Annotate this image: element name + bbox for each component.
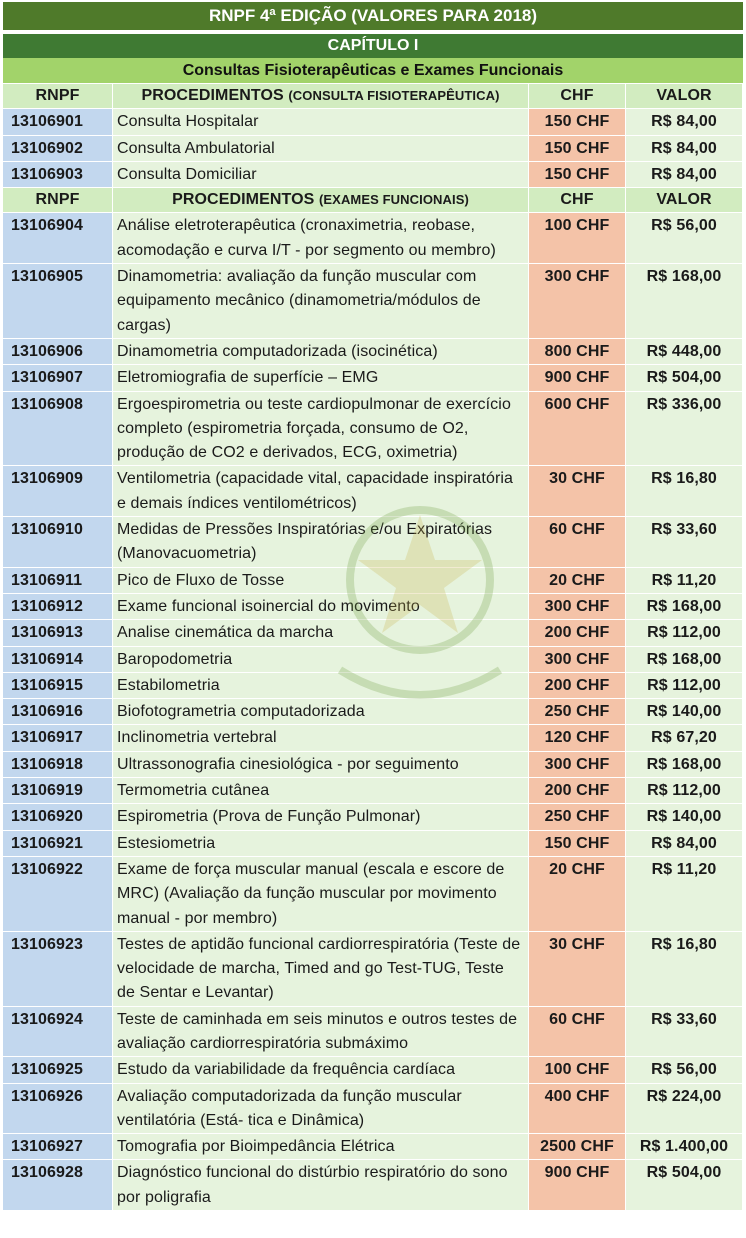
chf-amount: 150 CHF <box>529 136 626 162</box>
chf-amount: 20 CHF <box>529 857 626 932</box>
header-proc-sub: (EXAMES FUNCIONAIS) <box>318 192 469 208</box>
rnpf-code: 13106927 <box>3 1134 113 1160</box>
procedure-name: Biofotogrametria computadorizada <box>113 699 529 725</box>
value-amount: R$ 16,80 <box>626 466 743 517</box>
rnpf-code: 13106922 <box>3 857 113 932</box>
header-procedures <box>113 84 529 109</box>
chf-amount: 100 CHF <box>529 213 626 264</box>
chf-amount: 60 CHF <box>529 517 626 568</box>
rnpf-code: 13106913 <box>3 620 113 646</box>
header-proc-main: PROCEDIMENTOS <box>141 87 284 104</box>
value-amount: R$ 504,00 <box>626 1160 743 1211</box>
procedure-name: Consulta Hospitalar <box>113 109 529 135</box>
procedure-name: Teste de caminhada em seis minutos e outros testes de avaliação cardiorrespiratória submáximo <box>113 1007 529 1058</box>
rnpf-code: 13106915 <box>3 673 113 699</box>
table-row <box>3 1057 743 1083</box>
chf-amount: 30 CHF <box>529 466 626 517</box>
header-proc-main: PROCEDIMENTOS <box>172 191 315 209</box>
table-row <box>3 725 743 751</box>
rnpf-code: 13106907 <box>3 365 113 391</box>
procedure-name: Ventilometria (capacidade vital, capacidade inspiratória e demais índices ventilométricos) <box>113 466 529 517</box>
chf-amount: 150 CHF <box>529 162 626 188</box>
value-amount: R$ 67,20 <box>626 725 743 751</box>
procedure-name: Testes de aptidão funcional cardiorrespiratória (Teste de velocidade de marcha, Timed and go Test-TUG, Teste de Sentar e Levantar) <box>113 932 529 1007</box>
chf-amount: 250 CHF <box>529 699 626 725</box>
value-amount: R$ 84,00 <box>626 162 743 188</box>
procedure-name: Eletromiografia de superfície – EMG <box>113 365 529 391</box>
procedure-name: Ultrassonografia cinesiológica - por seguimento <box>113 752 529 778</box>
value-amount: R$ 112,00 <box>626 778 743 804</box>
procedure-name: Espirometria (Prova de Função Pulmonar) <box>113 804 529 830</box>
procedures-table <box>3 84 743 1211</box>
chf-amount: 400 CHF <box>529 1084 626 1135</box>
value-amount: R$ 168,00 <box>626 594 743 620</box>
chf-amount: 300 CHF <box>529 752 626 778</box>
procedure-name: Dinamometria computadorizada (isocinética) <box>113 339 529 365</box>
rnpf-code: 13106905 <box>3 264 113 339</box>
value-amount: R$ 33,60 <box>626 517 743 568</box>
table-row <box>3 136 743 162</box>
value-amount: R$ 140,00 <box>626 804 743 830</box>
table-row <box>3 831 743 857</box>
table-row <box>3 594 743 620</box>
procedure-name: Exame funcional isoinercial do movimento <box>113 594 529 620</box>
chf-amount: 200 CHF <box>529 778 626 804</box>
procedure-name: Diagnóstico funcional do distúrbio respiratório do sono por poligrafia <box>113 1160 529 1211</box>
table-row <box>3 932 743 1007</box>
procedure-name: Pico de Fluxo de Tosse <box>113 568 529 594</box>
section-subtitle: Consultas Fisioterapêuticas e Exames Funcionais <box>3 58 743 83</box>
chf-amount: 800 CHF <box>529 339 626 365</box>
value-amount: R$ 224,00 <box>626 1084 743 1135</box>
rnpf-code: 13106914 <box>3 647 113 673</box>
table-row <box>3 365 743 391</box>
rnpf-code: 13106921 <box>3 831 113 857</box>
header-code: RNPF <box>3 188 113 213</box>
chf-amount: 200 CHF <box>529 620 626 646</box>
table-row <box>3 568 743 594</box>
header-chf: CHF <box>529 84 626 109</box>
table-row <box>3 466 743 517</box>
chf-amount: 30 CHF <box>529 932 626 1007</box>
chf-amount: 20 CHF <box>529 568 626 594</box>
value-amount: R$ 11,20 <box>626 857 743 932</box>
value-amount: R$ 448,00 <box>626 339 743 365</box>
table-header-exames <box>3 188 743 213</box>
procedure-name: Ergoespirometria ou teste cardiopulmonar de exercício completo (espirometria forçada, consumo de O2, produção de CO2 e derivados, ECG, oximetria) <box>113 392 529 467</box>
procedure-name: Inclinometria vertebral <box>113 725 529 751</box>
table-row <box>3 699 743 725</box>
rnpf-code: 13106901 <box>3 109 113 135</box>
table-row <box>3 264 743 339</box>
value-amount: R$ 1.400,00 <box>626 1134 743 1160</box>
chapter-heading: CAPÍTULO I <box>3 34 743 58</box>
rnpf-code: 13106903 <box>3 162 113 188</box>
value-amount: R$ 84,00 <box>626 109 743 135</box>
chf-amount: 900 CHF <box>529 1160 626 1211</box>
rnpf-code: 13106906 <box>3 339 113 365</box>
header-valor: VALOR <box>626 84 743 109</box>
rnpf-code: 13106918 <box>3 752 113 778</box>
header-valor: VALOR <box>626 188 743 213</box>
value-amount: R$ 504,00 <box>626 365 743 391</box>
table-row <box>3 620 743 646</box>
chf-amount: 250 CHF <box>529 804 626 830</box>
chf-amount: 900 CHF <box>529 365 626 391</box>
procedure-name: Consulta Ambulatorial <box>113 136 529 162</box>
table-row <box>3 1007 743 1058</box>
table-row <box>3 647 743 673</box>
header-code: RNPF <box>3 84 113 109</box>
procedure-name: Estesiometria <box>113 831 529 857</box>
table-row <box>3 778 743 804</box>
chf-amount: 150 CHF <box>529 831 626 857</box>
table-row <box>3 1134 743 1160</box>
rnpf-code: 13106909 <box>3 466 113 517</box>
rnpf-code: 13106928 <box>3 1160 113 1211</box>
rnpf-code: 13106912 <box>3 594 113 620</box>
header-proc-sub: (CONSULTA FISIOTERAPÊUTICA) <box>288 88 500 103</box>
value-amount: R$ 112,00 <box>626 673 743 699</box>
header-procedures <box>113 188 529 213</box>
chf-amount: 200 CHF <box>529 673 626 699</box>
table-row <box>3 1160 743 1211</box>
rnpf-code: 13106920 <box>3 804 113 830</box>
table-row <box>3 857 743 932</box>
rnpf-code: 13106919 <box>3 778 113 804</box>
value-amount: R$ 168,00 <box>626 264 743 339</box>
value-amount: R$ 168,00 <box>626 752 743 778</box>
procedure-name: Consulta Domiciliar <box>113 162 529 188</box>
value-amount: R$ 336,00 <box>626 392 743 467</box>
procedure-name: Análise eletroterapêutica (cronaximetria, reobase, acomodação e curva I/T - por segmento ou membro) <box>113 213 529 264</box>
value-amount: R$ 168,00 <box>626 647 743 673</box>
procedure-name: Exame de força muscular manual (escala e escore de MRC) (Avaliação da função muscular por movimento manual - por membro) <box>113 857 529 932</box>
value-amount: R$ 33,60 <box>626 1007 743 1058</box>
chf-amount: 100 CHF <box>529 1057 626 1083</box>
procedure-name: Baropodometria <box>113 647 529 673</box>
table-row <box>3 1084 743 1135</box>
table-row <box>3 804 743 830</box>
procedure-name: Estudo da variabilidade da frequência cardíaca <box>113 1057 529 1083</box>
rnpf-code: 13106925 <box>3 1057 113 1083</box>
table-row <box>3 213 743 264</box>
table-row <box>3 673 743 699</box>
chf-amount: 120 CHF <box>529 725 626 751</box>
procedure-name: Avaliação computadorizada da função muscular ventilatória (Está- tica e Dinâmica) <box>113 1084 529 1135</box>
chf-amount: 600 CHF <box>529 392 626 467</box>
table-row <box>3 752 743 778</box>
table-row <box>3 162 743 188</box>
chf-amount: 300 CHF <box>529 264 626 339</box>
rnpf-code: 13106923 <box>3 932 113 1007</box>
procedure-name: Estabilometria <box>113 673 529 699</box>
value-amount: R$ 16,80 <box>626 932 743 1007</box>
value-amount: R$ 84,00 <box>626 136 743 162</box>
rnpf-code: 13106904 <box>3 213 113 264</box>
rnpf-code: 13106926 <box>3 1084 113 1135</box>
rnpf-code: 13106910 <box>3 517 113 568</box>
rnpf-code: 13106908 <box>3 392 113 467</box>
table-header-consultas <box>3 84 743 109</box>
rnpf-code: 13106911 <box>3 568 113 594</box>
rnpf-code: 13106924 <box>3 1007 113 1058</box>
table-row <box>3 339 743 365</box>
procedure-name: Analise cinemática da marcha <box>113 620 529 646</box>
header-chf: CHF <box>529 188 626 213</box>
rnpf-code: 13106917 <box>3 725 113 751</box>
document-title: RNPF 4ª EDIÇÃO (VALORES PARA 2018) <box>3 2 743 30</box>
value-amount: R$ 56,00 <box>626 1057 743 1083</box>
chf-amount: 60 CHF <box>529 1007 626 1058</box>
value-amount: R$ 140,00 <box>626 699 743 725</box>
procedure-name: Tomografia por Bioimpedância Elétrica <box>113 1134 529 1160</box>
value-amount: R$ 56,00 <box>626 213 743 264</box>
table-row <box>3 109 743 135</box>
procedure-name: Dinamometria: avaliação da função muscular com equipamento mecânico (dinamometria/módulos de cargas) <box>113 264 529 339</box>
value-amount: R$ 11,20 <box>626 568 743 594</box>
chf-amount: 2500 CHF <box>529 1134 626 1160</box>
rnpf-code: 13106916 <box>3 699 113 725</box>
chf-amount: 150 CHF <box>529 109 626 135</box>
procedure-name: Medidas de Pressões Inspiratórias e/ou Expiratórias (Manovacuometria) <box>113 517 529 568</box>
table-row <box>3 517 743 568</box>
procedure-name: Termometria cutânea <box>113 778 529 804</box>
chf-amount: 300 CHF <box>529 594 626 620</box>
table-row <box>3 392 743 467</box>
value-amount: R$ 84,00 <box>626 831 743 857</box>
rnpf-code: 13106902 <box>3 136 113 162</box>
value-amount: R$ 112,00 <box>626 620 743 646</box>
chf-amount: 300 CHF <box>529 647 626 673</box>
